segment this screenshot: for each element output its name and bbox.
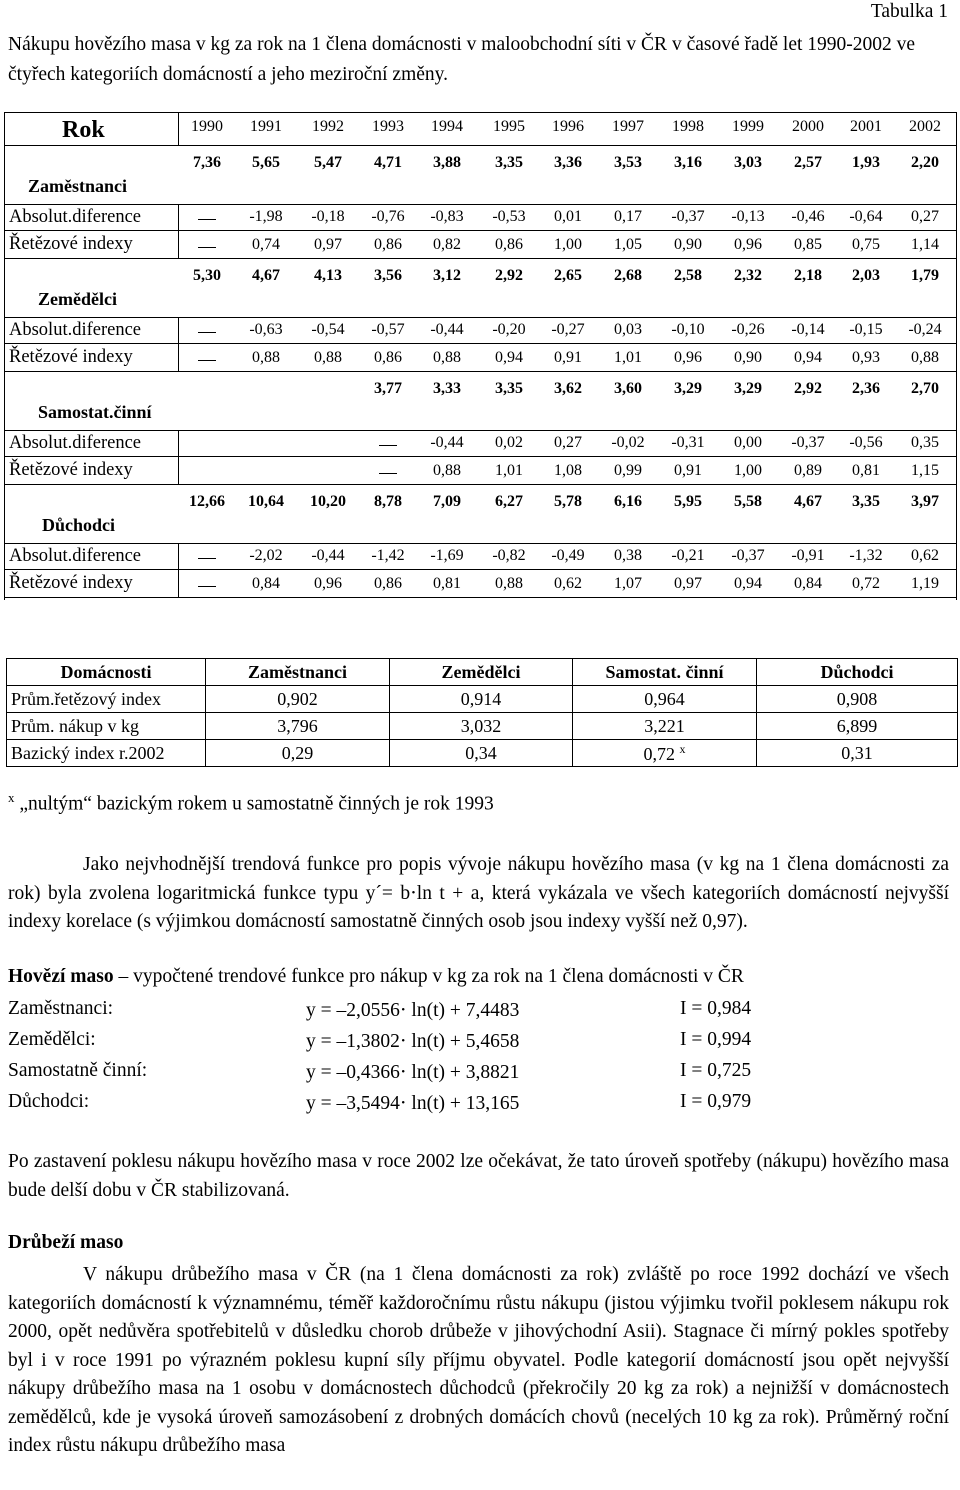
equation-label: Důchodci:: [8, 1091, 90, 1112]
table-cell: 3,97: [911, 493, 939, 510]
table-cell: 2,57: [794, 154, 822, 171]
table-cell: -0,91: [791, 547, 825, 564]
dash-mark: [198, 332, 216, 333]
table-cell: 7,36: [193, 154, 221, 171]
table-cell: 0,99: [614, 462, 642, 479]
summary-cell: 3,796: [206, 713, 390, 740]
table-cell: 0,27: [554, 434, 582, 451]
dash-mark: [198, 558, 216, 559]
table-cell: -0,37: [671, 208, 705, 225]
correlation-index: I = 0,725: [680, 1060, 752, 1081]
table-rule: [178, 543, 179, 597]
table-number: Tabulka 1: [870, 1, 948, 22]
table-cell: 6,27: [495, 493, 523, 510]
summary-row: [7, 713, 958, 740]
table-cell: -0,20: [492, 321, 526, 338]
table-cell: 0,90: [674, 236, 702, 253]
equation-label: Zemědělci:: [8, 1029, 96, 1050]
table-cell: 1,79: [911, 267, 939, 284]
table-cell: 0,62: [554, 575, 582, 592]
poultry-heading: Drůbeží maso: [8, 1232, 124, 1253]
paragraph-trend-function: Jako nejvhodnější trendová funkce pro popis vývoje nákupu hovězího masa (v kg na 1 člena domácnosti za rok) byla zvolena logaritmická funkce typu y´= b⋅ln t + a, která vykázala ve všech kategoriích domácností nejvyšší indexy korelace (s výjimkou domácností samostatně činných osob jsou indexy vyšší než 0,97).: [8, 854, 949, 932]
table-cell: 2,92: [495, 267, 523, 284]
table-cell: 3,36: [554, 154, 582, 171]
table-cell: 0,90: [734, 349, 762, 366]
table-cell: 3,33: [433, 380, 461, 397]
table-cell: 0,97: [314, 236, 342, 253]
table-cell: 3,77: [374, 380, 402, 397]
table-cell: 3,56: [374, 267, 402, 284]
table-rule: [4, 569, 956, 570]
dash-mark: [198, 247, 216, 248]
table-cell: 3,60: [614, 380, 642, 397]
table-rule: [4, 543, 956, 544]
table-cell: 0,81: [852, 462, 880, 479]
table-cell: 2,18: [794, 267, 822, 284]
table-cell: 2,36: [852, 380, 880, 397]
table-cell: 0,86: [374, 575, 402, 592]
table-cell: -0,15: [849, 321, 883, 338]
year-header: 1992: [312, 118, 344, 135]
table-cell: 3,29: [734, 380, 762, 397]
table-cell: 5,30: [193, 267, 221, 284]
group-name: Zemědělci: [38, 289, 117, 309]
table-cell: 0,82: [433, 236, 461, 253]
table-cell: 5,78: [554, 493, 582, 510]
table-cell: 0,88: [433, 349, 461, 366]
row-label: Absolut.diference: [9, 546, 142, 566]
table-cell: 0,02: [495, 434, 523, 451]
group-name: Samostat.činní: [38, 402, 152, 422]
table-cell: -0,37: [731, 547, 765, 564]
table-cell: 5,65: [252, 154, 280, 171]
table-cell: 7,09: [433, 493, 461, 510]
row-label: Absolut.diference: [9, 320, 142, 340]
table-cell: 1,14: [911, 236, 939, 253]
table-cell: 0,72: [852, 575, 880, 592]
table-cell: 0,88: [314, 349, 342, 366]
table-cell: 2,03: [852, 267, 880, 284]
table-cell: 0,96: [314, 575, 342, 592]
year-header: 1991: [250, 118, 282, 135]
summary-cell: 0,29: [206, 740, 390, 767]
year-header: 1999: [732, 118, 764, 135]
summary-cell: 0,31: [757, 740, 958, 767]
summary-cell: 0,902: [206, 686, 390, 713]
table-cell: 0,74: [252, 236, 280, 253]
summary-cell: 0,964: [573, 686, 757, 713]
group-name: Důchodci: [42, 515, 116, 535]
table-cell: 5,58: [734, 493, 762, 510]
table-cell: 2,32: [734, 267, 762, 284]
table-cell: 2,58: [674, 267, 702, 284]
table-cell: 3,29: [674, 380, 702, 397]
table-rule: [956, 112, 957, 600]
table-cell: -0,57: [371, 321, 405, 338]
table-rule: [4, 230, 956, 231]
summary-row: [7, 686, 958, 713]
table-cell: 5,47: [314, 154, 342, 171]
summary-header: Zaměstnanci: [206, 659, 390, 686]
table-cell: -2,02: [249, 547, 283, 564]
table-cell: 0,01: [554, 208, 582, 225]
table-cell: 12,66: [189, 493, 225, 510]
row-label: Absolut.diference: [9, 433, 142, 453]
table-cell: 3,16: [674, 154, 702, 171]
table-cell: -0,82: [492, 547, 526, 564]
table-rule: [4, 145, 956, 146]
summary-cell: 0,908: [757, 686, 958, 713]
table-rule: [178, 317, 179, 371]
correlation-index: I = 0,994: [680, 1029, 752, 1050]
table-cell: -0,54: [311, 321, 345, 338]
table-cell: 1,15: [911, 462, 939, 479]
table-cell: -1,98: [249, 208, 283, 225]
table-cell: -0,83: [430, 208, 464, 225]
table-cell: 0,89: [794, 462, 822, 479]
table-cell: 0,88: [433, 462, 461, 479]
table-cell: 4,71: [374, 154, 402, 171]
table-cell: 0,86: [374, 349, 402, 366]
table-rule: [4, 484, 956, 485]
table-rule: [4, 456, 956, 457]
table-cell: -0,27: [551, 321, 585, 338]
table-cell: 6,16: [614, 493, 642, 510]
table-cell: -0,21: [671, 547, 705, 564]
table-cell: -0,26: [731, 321, 765, 338]
table-rule: [4, 343, 956, 344]
table-cell: 5,95: [674, 493, 702, 510]
dash-mark: [379, 445, 397, 446]
summary-cell: Bazický index r.2002: [7, 740, 206, 767]
table-rule: [4, 371, 956, 372]
table-cell: -0,44: [311, 547, 345, 564]
table-cell: 3,03: [734, 154, 762, 171]
table-cell: 1,93: [852, 154, 880, 171]
summary-cell: Prům.řetězový index: [7, 686, 206, 713]
table-rule: [178, 112, 179, 145]
table-cell: 0,38: [614, 547, 642, 564]
table-cell: 3,35: [495, 380, 523, 397]
table-rule: [4, 430, 956, 431]
table-cell: -0,63: [249, 321, 283, 338]
table-cell: -0,37: [791, 434, 825, 451]
table-cell: -0,02: [611, 434, 645, 451]
table-cell: 1,01: [495, 462, 523, 479]
superscript-mark: x: [679, 741, 686, 756]
summary-table: [6, 658, 958, 767]
table-cell: 3,12: [433, 267, 461, 284]
footnote: [8, 790, 494, 816]
table-cell: 3,62: [554, 380, 582, 397]
row-label: Řetězové indexy: [9, 573, 133, 593]
table-cell: 0,27: [911, 208, 939, 225]
table-cell: -0,56: [849, 434, 883, 451]
year-header: 1996: [552, 118, 584, 135]
table-cell: -0,46: [791, 208, 825, 225]
equation-formula: y = –1,3802⋅ ln(t) + 5,4658: [306, 1031, 520, 1052]
table-rule: [4, 317, 956, 318]
year-header: 1995: [493, 118, 525, 135]
table-cell: -0,24: [908, 321, 942, 338]
table-cell: 3,35: [852, 493, 880, 510]
table-cell: 8,78: [374, 493, 402, 510]
summary-cell: 0,914: [390, 686, 573, 713]
summary-cell: 6,899: [757, 713, 958, 740]
summary-header-row: [7, 659, 958, 686]
table-cell: 1,08: [554, 462, 582, 479]
table-cell: 0,94: [734, 575, 762, 592]
equation-label: Zaměstnanci:: [8, 998, 114, 1019]
table-title: Nákupu hovězího masa v kg za rok na 1 člena domácnosti v maloobchodní síti v ČR v časové řadě let 1990-2002 ve čtyřech kategoriích domácností a jeho meziroční změny.: [8, 34, 916, 85]
table-cell: 0,03: [614, 321, 642, 338]
group-name: Zaměstnanci: [28, 176, 127, 196]
dash-mark: [198, 219, 216, 220]
table-cell: -0,44: [430, 321, 464, 338]
table-cell: 4,13: [314, 267, 342, 284]
table-cell: 0,97: [674, 575, 702, 592]
table-rule: [4, 204, 956, 205]
table-cell: 3,53: [614, 154, 642, 171]
table-cell: 0,96: [674, 349, 702, 366]
table-cell: 0,75: [852, 236, 880, 253]
beef-heading-line: [8, 966, 744, 988]
table-cell: 0,84: [794, 575, 822, 592]
table-cell: -0,13: [731, 208, 765, 225]
dash-mark: [198, 586, 216, 587]
table-cell: 0,84: [252, 575, 280, 592]
table-cell: -0,18: [311, 208, 345, 225]
table-rule: [4, 112, 5, 600]
table-cell: 0,91: [554, 349, 582, 366]
table-cell: 0,81: [433, 575, 461, 592]
paragraph-stabilization: Po zastavení poklesu nákupu hovězího masa v roce 2002 lze očekávat, že tato úroveň spotřeby (nákupu) hovězího masa bude delší dobu v ČR stabilizovaná.: [8, 1151, 949, 1201]
dash-mark: [198, 360, 216, 361]
table-rule: [4, 112, 956, 113]
table-cell: -0,49: [551, 547, 585, 564]
table-cell: 0,88: [252, 349, 280, 366]
year-header: 1994: [431, 118, 463, 135]
table-cell: 2,20: [911, 154, 939, 171]
table-cell: 4,67: [794, 493, 822, 510]
table-cell: 1,07: [614, 575, 642, 592]
table-cell: 0,62: [911, 547, 939, 564]
table-rule: [178, 204, 179, 258]
table-cell: 2,65: [554, 267, 582, 284]
table-cell: 0,91: [674, 462, 702, 479]
table-cell: -1,42: [371, 547, 405, 564]
table-cell: 3,88: [433, 154, 461, 171]
row-label: Řetězové indexy: [9, 347, 133, 367]
table-cell: 0,86: [374, 236, 402, 253]
beef-heading-rest: – vypočtené trendové funkce pro nákup v kg za rok na 1 člena domácnosti v ČR: [113, 966, 744, 987]
table-cell: -0,53: [492, 208, 526, 225]
year-header: 2001: [850, 118, 882, 135]
summary-row: [7, 740, 958, 767]
equation-formula: y = –0,4366⋅ ln(t) + 3,8821: [306, 1062, 520, 1083]
table-cell: 0,93: [852, 349, 880, 366]
summary-value: 0,72: [643, 743, 675, 764]
year-label: Rok: [62, 117, 105, 143]
table-cell: 4,67: [252, 267, 280, 284]
summary-header: Samostat. činní: [573, 659, 757, 686]
table-rule: [4, 597, 956, 598]
table-cell: 1,01: [614, 349, 642, 366]
summary-header: Důchodci: [757, 659, 958, 686]
table-cell: 0,94: [495, 349, 523, 366]
table-cell: -1,69: [430, 547, 464, 564]
table-cell: 0,88: [911, 349, 939, 366]
table-cell: 1,00: [554, 236, 582, 253]
table-cell: -0,10: [671, 321, 705, 338]
paragraph-poultry: V nákupu drůbežího masa v ČR (na 1 člena domácnosti za rok) zvláště po roce 1992 dochází ve všech kategoriích domácností k významnému, téměř každoročnímu růstu nákupu (jistou výjimku tvořil poklesem nákupu rok 2000, opět nedůvěra spotřebitelů v důsledku chorob drůbeže v jihovýchodní Asii). Stagnace či mírný pokles spotřeby byl i v roce 1991 po výrazném poklesu kupní síly příjmu obyvatel. Podle kategorií domácností jsou opět nejvyšší nákupy drůbežího masa na 1 osobu v domácnostech důchodců (překročily 20 kg za rok) a nejnižší v domácnostech zemědělců, kde je vysoká úroveň samozásobení z drobných domácích chovů (necelých 10 kg za rok). Průměrný roční index růstu nákupu drůbežího masa: [8, 1264, 949, 1456]
year-header: 1993: [372, 118, 404, 135]
equation-formula: y = –2,0556⋅ ln(t) + 7,4483: [306, 1000, 520, 1021]
correlation-index: I = 0,984: [680, 998, 752, 1019]
year-header: 1990: [191, 118, 223, 135]
table-cell: -0,31: [671, 434, 705, 451]
summary-cell: 0,34: [390, 740, 573, 767]
summary-cell: [573, 740, 757, 767]
footnote-text: „nultým“ bazickým rokem u samostatně činných je rok 1993: [19, 793, 494, 815]
summary-cell: 3,221: [573, 713, 757, 740]
table-cell: 1,19: [911, 575, 939, 592]
table-cell: 0,17: [614, 208, 642, 225]
row-label: Absolut.diference: [9, 207, 142, 227]
row-label: Řetězové indexy: [9, 460, 133, 480]
table-cell: 2,92: [794, 380, 822, 397]
summary-header: Domácnosti: [7, 659, 206, 686]
table-cell: 0,96: [734, 236, 762, 253]
table-cell: 10,64: [248, 493, 284, 510]
equation-label: Samostatně činní:: [8, 1060, 148, 1081]
table-rule: [4, 258, 956, 259]
table-cell: -0,14: [791, 321, 825, 338]
table-cell: -1,32: [849, 547, 883, 564]
year-header: 1997: [612, 118, 644, 135]
year-header: 2002: [909, 118, 941, 135]
table-cell: 3,35: [495, 154, 523, 171]
table-cell: -0,44: [430, 434, 464, 451]
beef-heading: Hovězí maso: [8, 966, 114, 987]
table-cell: 2,70: [911, 380, 939, 397]
correlation-index: I = 0,979: [680, 1091, 752, 1112]
table-cell: 0,86: [495, 236, 523, 253]
table-cell: 0,35: [911, 434, 939, 451]
footnote-mark: x: [8, 790, 15, 805]
summary-cell: Prům. nákup v kg: [7, 713, 206, 740]
table-cell: 0,85: [794, 236, 822, 253]
table-cell: 0,88: [495, 575, 523, 592]
row-label: Řetězové indexy: [9, 234, 133, 254]
year-header: 2000: [792, 118, 824, 135]
table-cell: 10,20: [310, 493, 346, 510]
equation-formula: y = –3,5494⋅ ln(t) + 13,165: [306, 1093, 520, 1114]
table-cell: -0,76: [371, 208, 405, 225]
dash-mark: [379, 473, 397, 474]
year-header: 1998: [672, 118, 704, 135]
table-cell: -0,64: [849, 208, 883, 225]
summary-header: Zemědělci: [390, 659, 573, 686]
table-cell: 1,05: [614, 236, 642, 253]
table-cell: 0,00: [734, 434, 762, 451]
table-cell: 1,00: [734, 462, 762, 479]
table-cell: 2,68: [614, 267, 642, 284]
table-rule: [178, 430, 179, 484]
table-cell: 0,94: [794, 349, 822, 366]
summary-cell: 3,032: [390, 713, 573, 740]
